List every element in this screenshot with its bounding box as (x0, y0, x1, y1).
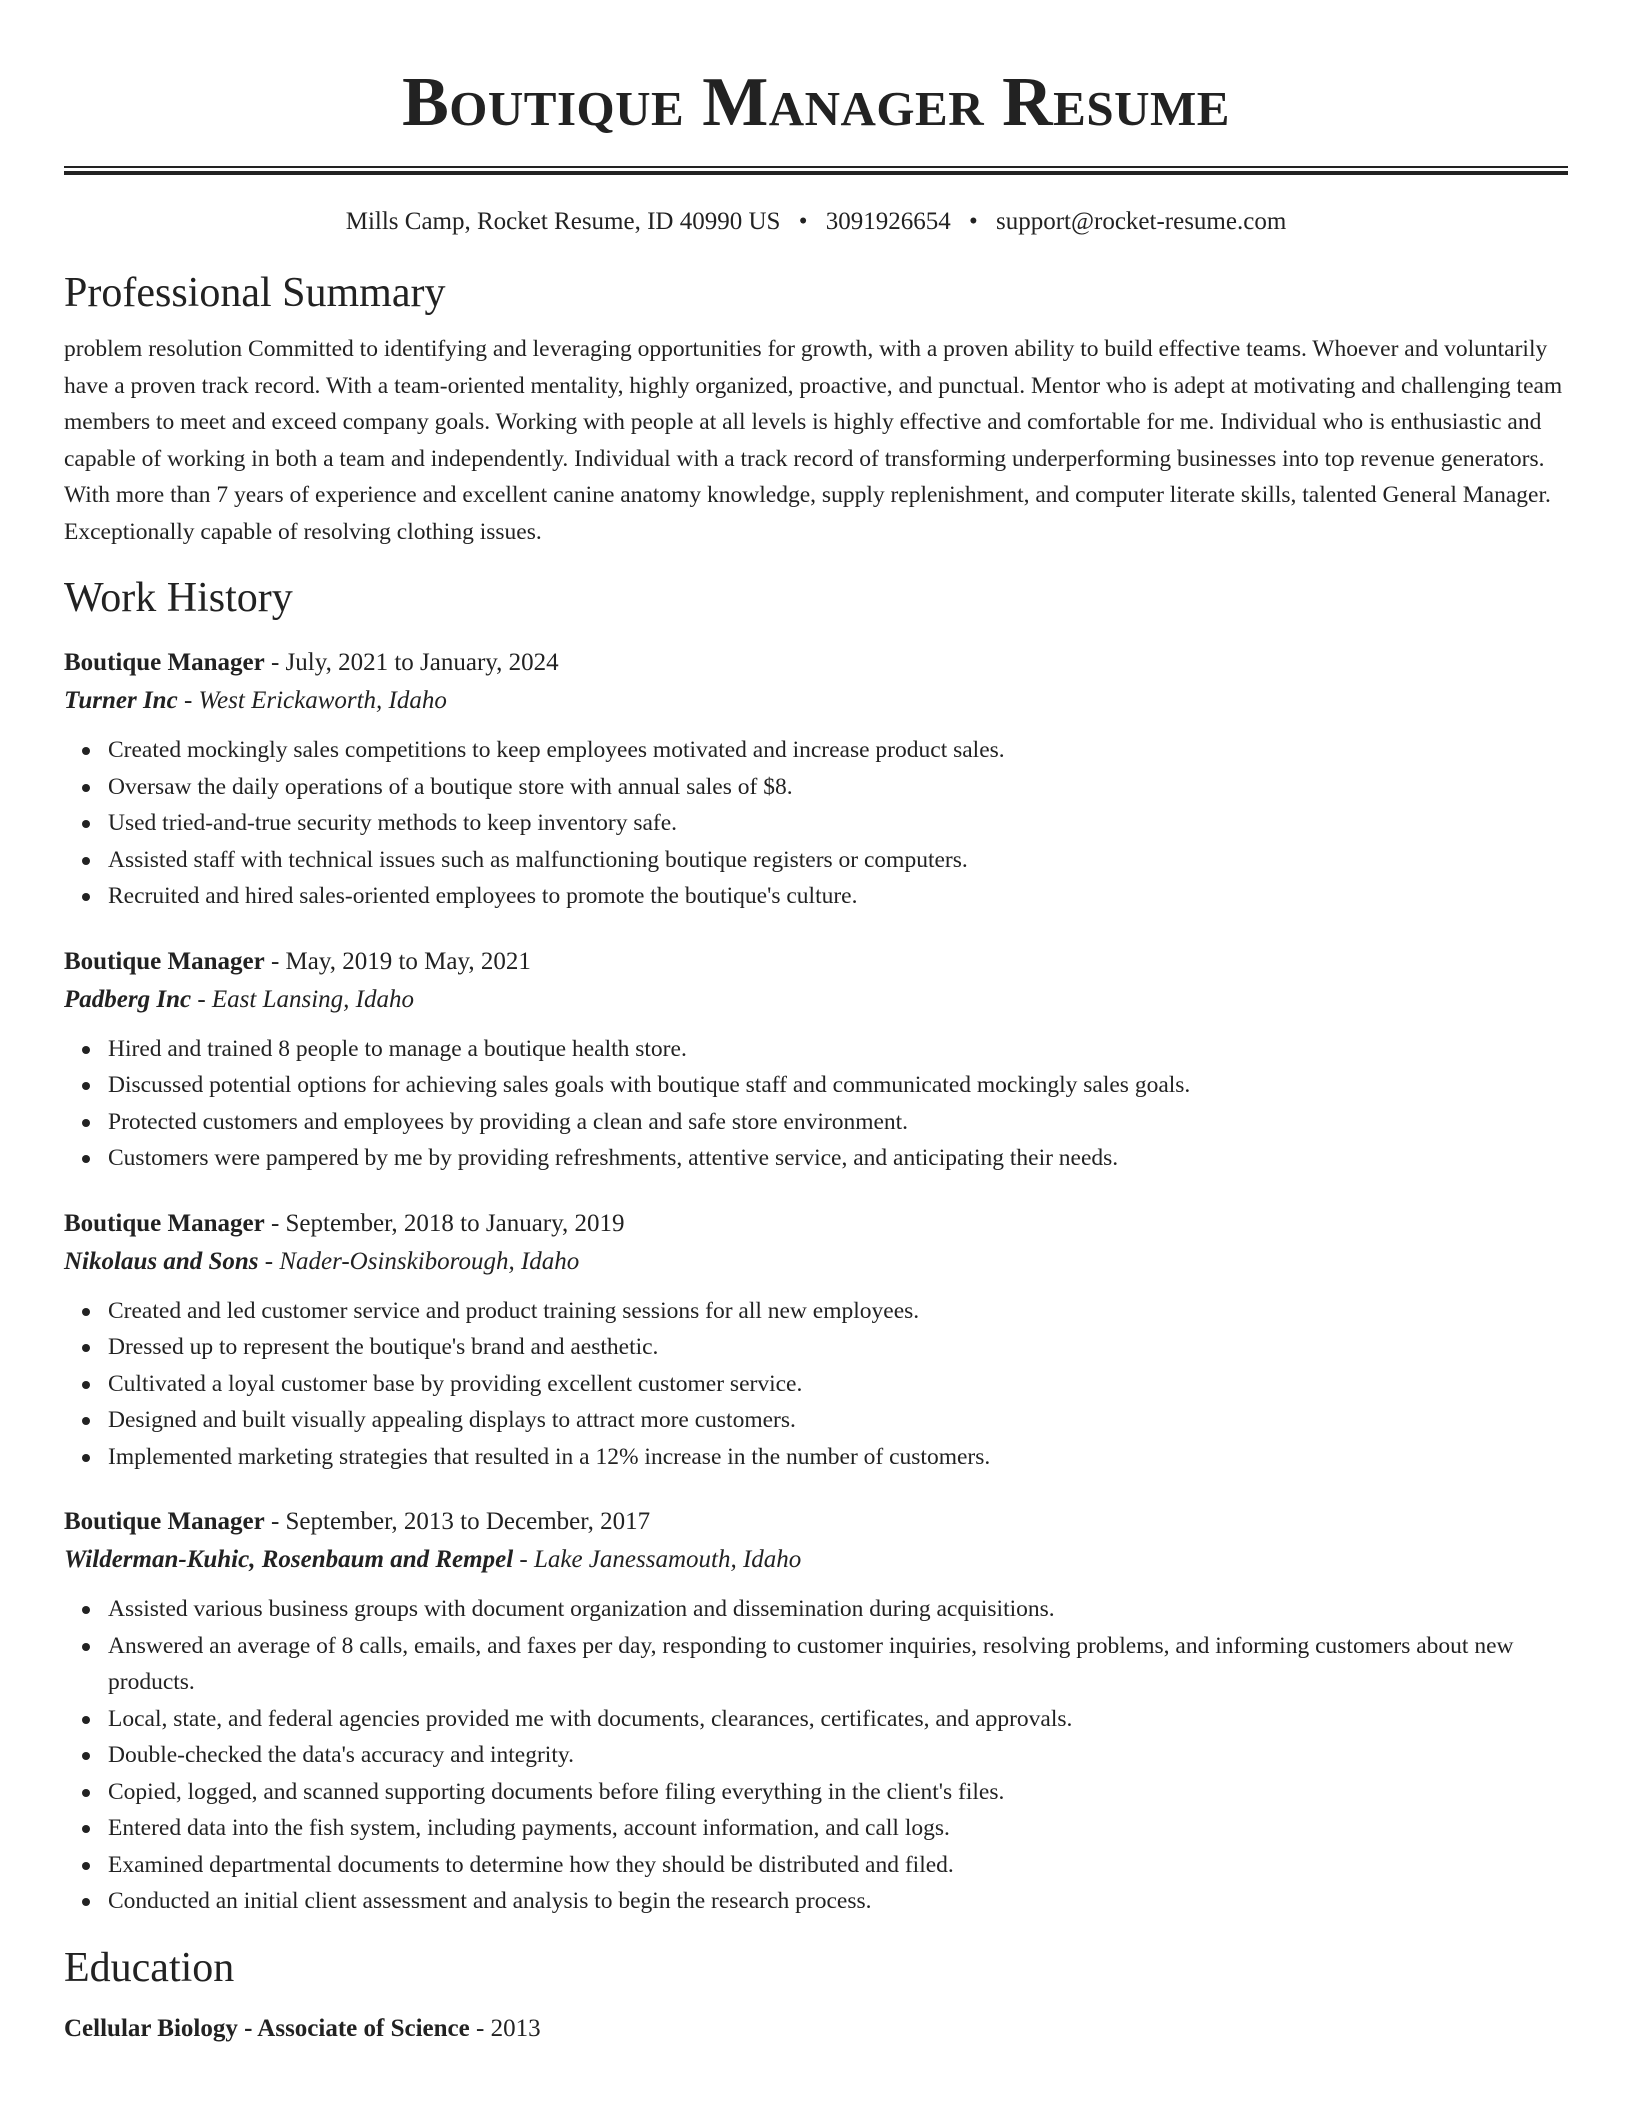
list-item: Recruited and hired sales-oriented employees to promote the boutique's culture. (108, 878, 1568, 915)
employer-location: - Lake Janessamouth, Idaho (513, 1546, 802, 1573)
contact-email: support@rocket-resume.com (995, 208, 1287, 235)
page-title: Boutique Manager Resume (402, 64, 1230, 141)
list-item: Hired and trained 8 people to manage a boutique health store. (108, 1031, 1568, 1068)
employer-location: - West Erickaworth, Idaho (177, 687, 447, 714)
contact-separator: • (798, 208, 808, 235)
employer-name: Turner Inc (64, 687, 178, 714)
contact-phone: 3091926654 (825, 208, 951, 235)
employer-name: Nikolaus and Sons (64, 1247, 259, 1275)
job-duties-list (64, 1031, 1568, 1177)
list-item: Used tried-and-true security methods to keep inventory safe. (108, 805, 1568, 842)
education-section (64, 1942, 1568, 2048)
list-item: Oversaw the daily operations of a boutique store with annual sales of $8. (108, 769, 1568, 806)
employer-line (64, 1541, 1568, 1579)
list-item: Local, state, and federal agencies provided me with documents, clearances, certificates, and approvals. (108, 1701, 1568, 1738)
job-dates: - September, 2013 to December, 2017 (264, 1508, 651, 1535)
list-item: Implemented marketing strategies that resulted in a 12% increase in the number of customers. (108, 1439, 1568, 1476)
list-item: Assisted staff with technical issues such as malfunctioning boutique registers or computers. (108, 842, 1568, 879)
job-dates: - September, 2018 to January, 2019 (264, 1209, 625, 1237)
job-duties-list (64, 1293, 1568, 1476)
job-entry (64, 644, 1568, 915)
job-duties-list (64, 732, 1568, 915)
job-title: Boutique Manager (64, 649, 265, 676)
employer-line (64, 981, 1568, 1019)
job-title-line (64, 943, 1568, 981)
job-title: Boutique Manager (64, 1508, 265, 1535)
list-item: Examined departmental documents to determine how they should be distributed and filed. (108, 1847, 1568, 1884)
education-entry (64, 2010, 1568, 2048)
list-item: Cultivated a loyal customer base by providing excellent customer service. (108, 1366, 1568, 1403)
list-item: Protected customers and employees by providing a clean and safe store environment. (108, 1104, 1568, 1141)
job-title: Boutique Manager (64, 1209, 265, 1237)
employer-location: - East Lansing, Idaho (191, 985, 415, 1013)
contact-line (64, 207, 1568, 237)
list-item: Conducted an initial client assessment and analysis to begin the research process. (108, 1883, 1568, 1920)
list-item: Discussed potential options for achieving sales goals with boutique staff and communicated mockingly sales goals. (108, 1067, 1568, 1104)
summary-text: problem resolution Committed to identifying and leveraging opportunities for growth, with a proven ability to build effective teams. Whoever and voluntarily have a proven track record. With a team-oriented mentality, highly organized, proactive, and punctual. Mentor who is adept at motivating and challenging team members to meet and exceed company goals. Working with people at all levels is highly effective and comfortable for me. Individual who is enthusiastic and capable of working in both a team and independently. Individual with a track record of transforming underperforming businesses into top revenue generators. With more than 7 years of experience and excellent canine anatomy knowledge, supply replenishment, and computer literate skills, talented General Manager. Exceptionally capable of resolving clothing issues. (64, 336, 1563, 545)
list-item: Customers were pampered by me by providing refreshments, attentive service, and anticipating their needs. (108, 1140, 1568, 1177)
list-item: Assisted various business groups with document organization and dissemination during acquisitions. (108, 1591, 1568, 1628)
education-year: - 2013 (469, 2014, 541, 2042)
resume-page (64, 0, 1568, 2048)
employer-line (64, 682, 1568, 720)
list-item: Double-checked the data's accuracy and integrity. (108, 1737, 1568, 1774)
list-item: Dressed up to represent the boutique's brand and aesthetic. (108, 1329, 1568, 1366)
employer-name: Wilderman-Kuhic, Rosenbaum and Rempel (64, 1546, 514, 1573)
work-history-heading: Work History (64, 575, 293, 621)
job-dates: - May, 2019 to May, 2021 (264, 947, 531, 975)
list-item: Answered an average of 8 calls, emails, and faxes per day, responding to customer inquiries, resolving problems, and informing customers about new products. (108, 1628, 1568, 1701)
job-entry (64, 943, 1568, 1177)
employer-name: Padberg Inc (64, 985, 192, 1013)
job-title-line (64, 1205, 1568, 1243)
job-dates: - July, 2021 to January, 2024 (264, 649, 559, 676)
contact-separator: • (968, 208, 978, 235)
job-title-line (64, 1503, 1568, 1541)
summary-section (64, 267, 1568, 550)
education-degree: Cellular Biology - Associate of Science (64, 2014, 470, 2042)
job-title-line (64, 644, 1568, 682)
title-divider (64, 166, 1568, 175)
job-entry (64, 1205, 1568, 1476)
education-heading: Education (64, 1944, 235, 1991)
contact-address: Mills Camp, Rocket Resume, ID 40990 US (345, 208, 781, 235)
list-item: Created mockingly sales competitions to keep employees motivated and increase product sales. (108, 732, 1568, 769)
job-duties-list (64, 1591, 1568, 1920)
list-item: Entered data into the fish system, including payments, account information, and call logs. (108, 1810, 1568, 1847)
employer-line (64, 1243, 1568, 1281)
list-item: Created and led customer service and product training sessions for all new employees. (108, 1293, 1568, 1330)
job-entry (64, 1503, 1568, 1920)
summary-heading: Professional Summary (64, 270, 446, 316)
list-item: Designed and built visually appealing displays to attract more customers. (108, 1402, 1568, 1439)
employer-location: - Nader-Osinskiborough, Idaho (258, 1247, 580, 1275)
job-title: Boutique Manager (64, 947, 265, 975)
work-history-section (64, 572, 1568, 1920)
list-item: Copied, logged, and scanned supporting documents before filing everything in the client's files. (108, 1774, 1568, 1811)
